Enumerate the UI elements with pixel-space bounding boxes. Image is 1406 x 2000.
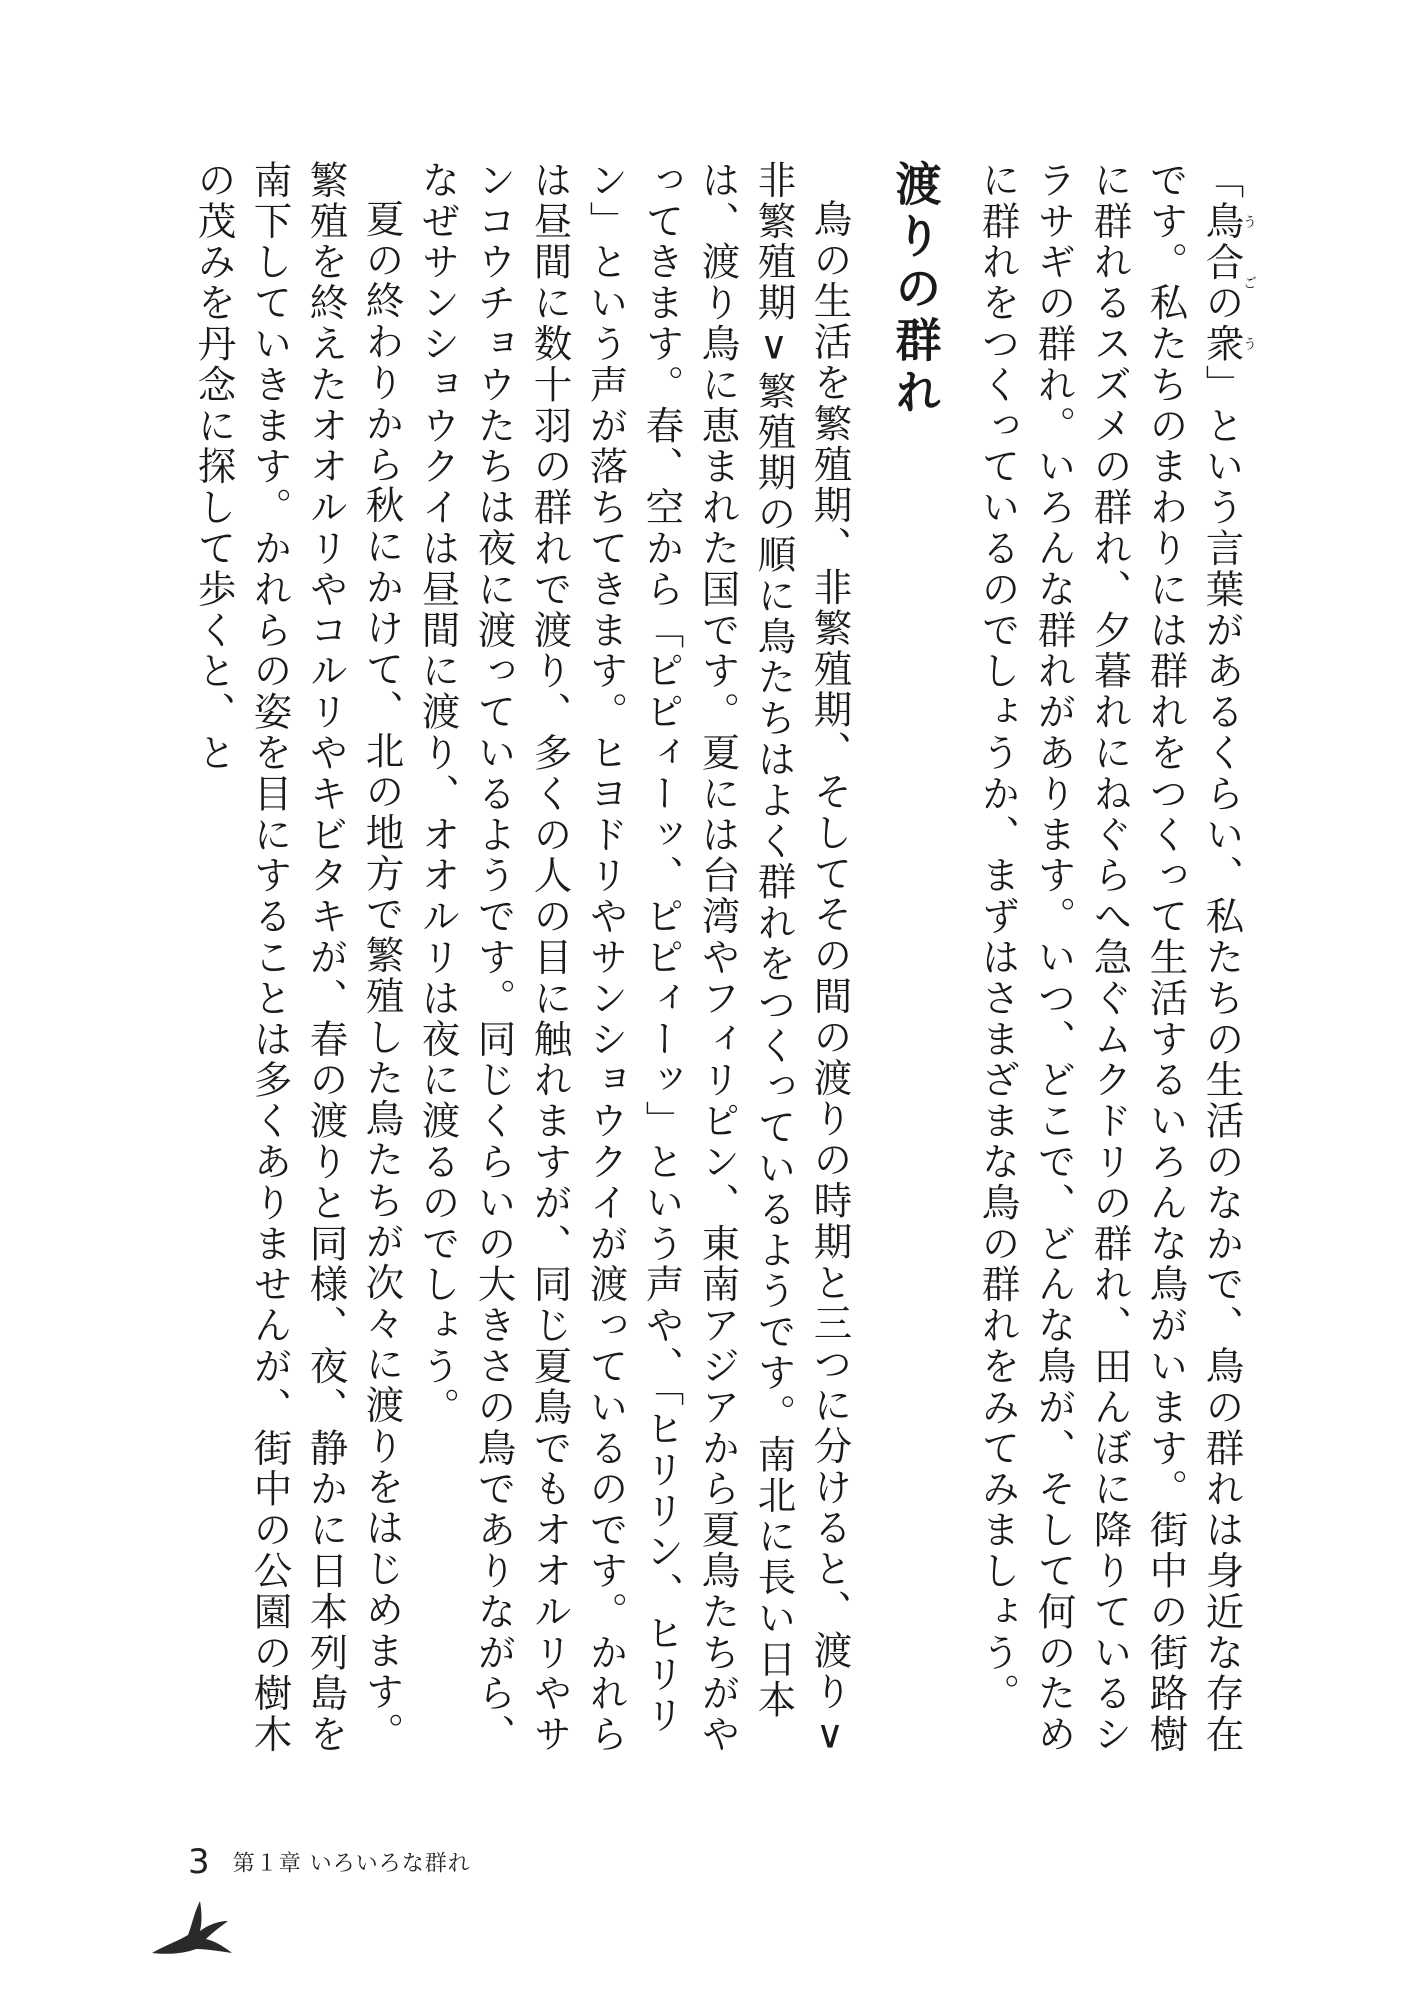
bird-silhouette-icon: [148, 1895, 248, 1965]
page-number: 3: [188, 1842, 210, 1882]
page-footer: [188, 1842, 471, 1882]
chapter-title: 第１章 いろいろな群れ: [232, 1851, 471, 1877]
ruby-base: 鳥合の衆: [1199, 200, 1245, 365]
section-heading: 渡りの群れ: [888, 160, 943, 420]
intro-paragraph: [970, 160, 1257, 1760]
intro-text: という言葉があるくらい、私たちの生活のなかで、鳥の群れは身近な存在です。私たちのまわりには群れをつくって生活するいろんな鳥がいます。街中の街路樹に群れるスズメの群れ、夕暮れにねぐらへ急ぐムクドリの群れ、田んぼに降りているシラサギの群れ。いろんな群れがあります。いつ、どこで、どんな鳥が、そして何のために群れをつくっているのでしょうか、まずはさまざまな鳥の群れをみてみましょう。: [975, 160, 1245, 1756]
intro-close-quote: 」: [1199, 364, 1245, 406]
body-paragraph-1: 鳥の生活を繁殖期、非繁殖期、そしてその間の渡りの時期と三つに分けると、渡り∨非繁殖期∨繁殖期の順に鳥たちはよく群れをつくっているようです。南北に長い日本は、渡り鳥に恵まれた国です。夏には台湾やフィリピン、東南アジアから夏鳥たちがやってきます。春、空から「ピピィーッ、ピピィーッ」という声や、「ヒリリン、ヒリリン」という声が落ちてきます。ヒヨドリやサンショウクイが渡っているのです。かれらは昼間に数十羽の群れで渡り、多くの人の目に触れますが、同じ夏鳥でもオオルリやサンコウチョウたちは夜に渡っているようです。同じくらいの大きさの鳥でありながら、なぜサンショウクイは昼間に渡り、オオルリは夜に渡るのでしょう。: [415, 160, 853, 1760]
body-paragraph-2: 夏の終わりから秋にかけて、北の地方で繁殖した鳥たちが次々に渡りをはじめます。繁殖を終えたオオルリやコルリやキビタキが、春の渡りと同様、夜、静かに日本列島を南下していきます。かれらの姿を目にすることは多くありませんが、街中の公園の樹木の茂みを丹念に探して歩くと、と: [191, 160, 405, 1756]
ruby-reading: うごう: [1241, 200, 1257, 365]
ruby-term: [1199, 200, 1257, 365]
vertical-text-block: [186, 160, 1257, 1760]
intro-open-quote: 「: [1199, 160, 1245, 201]
